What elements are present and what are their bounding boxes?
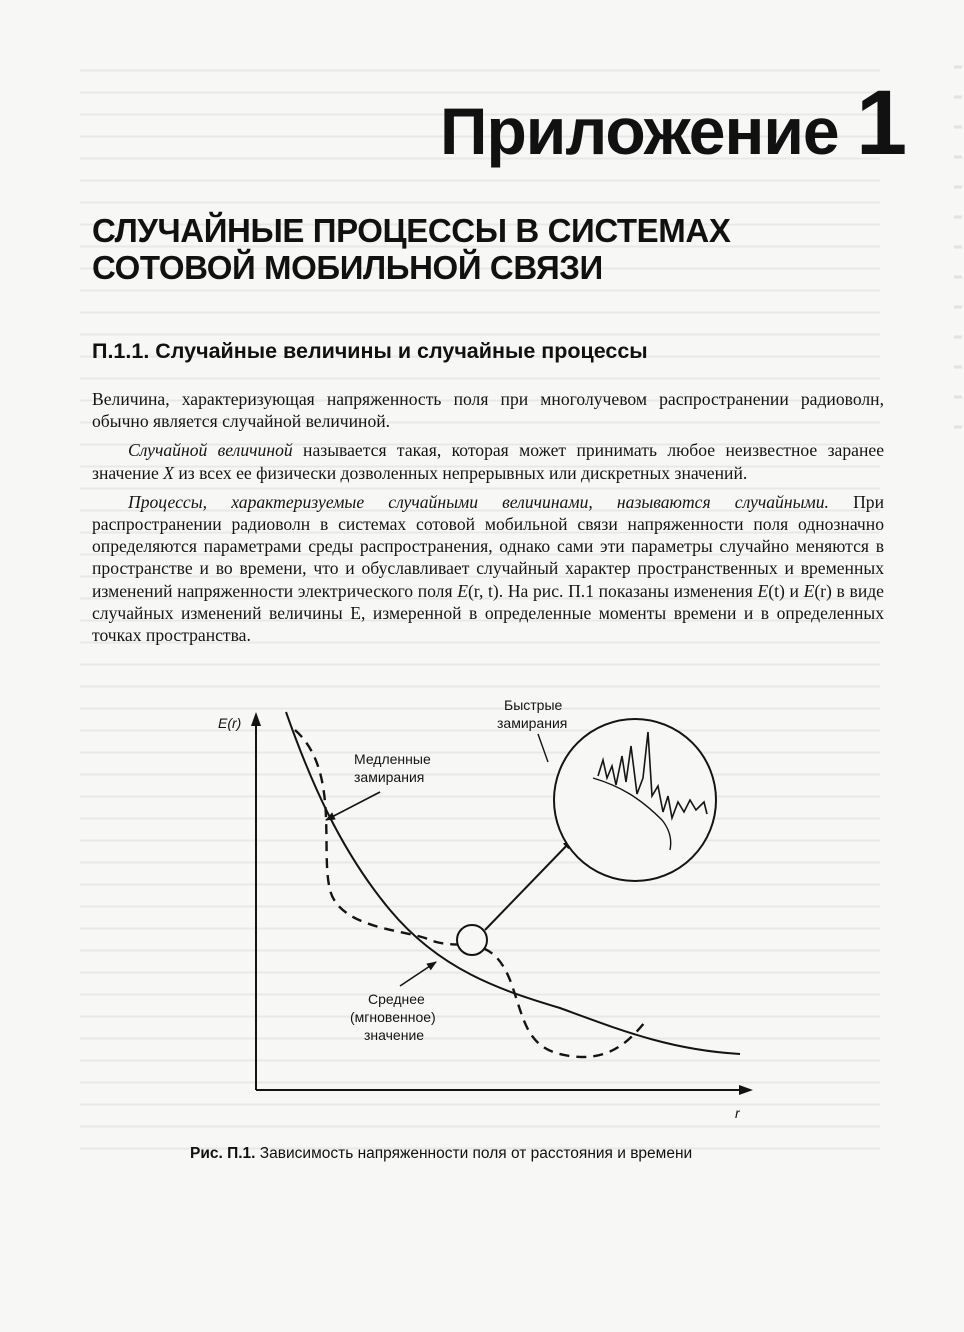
term-random-value: Случайной величиной (128, 440, 293, 461)
slow-fading-label-line-2: замирания (354, 769, 425, 785)
section-title: П.1.1. Случайные величины и случайные процессы (92, 339, 648, 363)
variable-x: X (163, 462, 174, 483)
fast-fading-pointer (538, 734, 548, 762)
magnified-region-marker (457, 925, 487, 955)
mean-label-line-1: Среднее (368, 991, 425, 1007)
paragraph-3: Процессы, характеризуемые случайными величинами, называются случайными. При распространении радиоволн в системах сотовой мобильной связи напряженности поля однозначно определяются параметрами среды распространения, однако сами эти параметры случайно меняются в пространстве и во времени, что и обуславливает случайный характер пространственных и временных изменений напряженности электрического поля E(r, t). На рис. П.1 показаны изменения E(t) и E(r) в виде случайных изменений величины Е, измеренной в определенные моменты времени и в определенных точках пространства. (92, 491, 884, 646)
body-text (92, 388, 884, 646)
fast-fading-label-line-2: замирания (497, 715, 568, 731)
caption-text: Зависимость напряженности поля от расстояния и времени (255, 1145, 693, 1162)
appendix-heading (440, 72, 907, 176)
paragraph-1: Величина, характеризующая напряженность поля при многолучевом распространении радиоволн, обычно является случайной величиной. (92, 389, 884, 432)
figure-field-strength (200, 690, 780, 1130)
slow-fading-arrow (326, 792, 380, 820)
fast-fading-label-line-1: Быстрые (504, 697, 563, 713)
page-edge-marks (954, 55, 962, 435)
paragraph-2: Случайной величиной называется такая, которая может принимать любое неизвестное заранее значение X из всех ее физически дозволенных непрерывных или дискретных значений. (92, 440, 884, 483)
mean-arrow (400, 962, 436, 986)
figure-caption (190, 1144, 810, 1164)
zoom-circle (554, 719, 716, 881)
appendix-number: 1 (855, 72, 907, 174)
x-axis-label: r (735, 1105, 740, 1121)
chapter-title-line-1: СЛУЧАЙНЫЕ ПРОЦЕССЫ В СИСТЕМАХ (92, 212, 731, 249)
chapter-title-line-2: СОТОВОЙ МОБИЛЬНОЙ СВЯЗИ (92, 249, 603, 286)
appendix-word: Приложение (440, 94, 839, 168)
y-axis-label: E(r) (218, 715, 242, 731)
mean-label-line-2: (мгновенное) (350, 1009, 436, 1025)
caption-label: Рис. П.1. (190, 1145, 256, 1162)
figure-svg (200, 690, 780, 1130)
chapter-title (92, 212, 892, 286)
term-random-process: Процессы, характеризуемые случайными величинами, называются случайными. (128, 491, 829, 512)
mean-label-line-3: значение (364, 1027, 425, 1043)
zoom-arrow (485, 840, 572, 930)
x-axis-arrow-icon (739, 1085, 753, 1095)
slow-fading-label-line-1: Медленные (354, 751, 431, 767)
y-axis-arrow-icon (251, 712, 261, 726)
